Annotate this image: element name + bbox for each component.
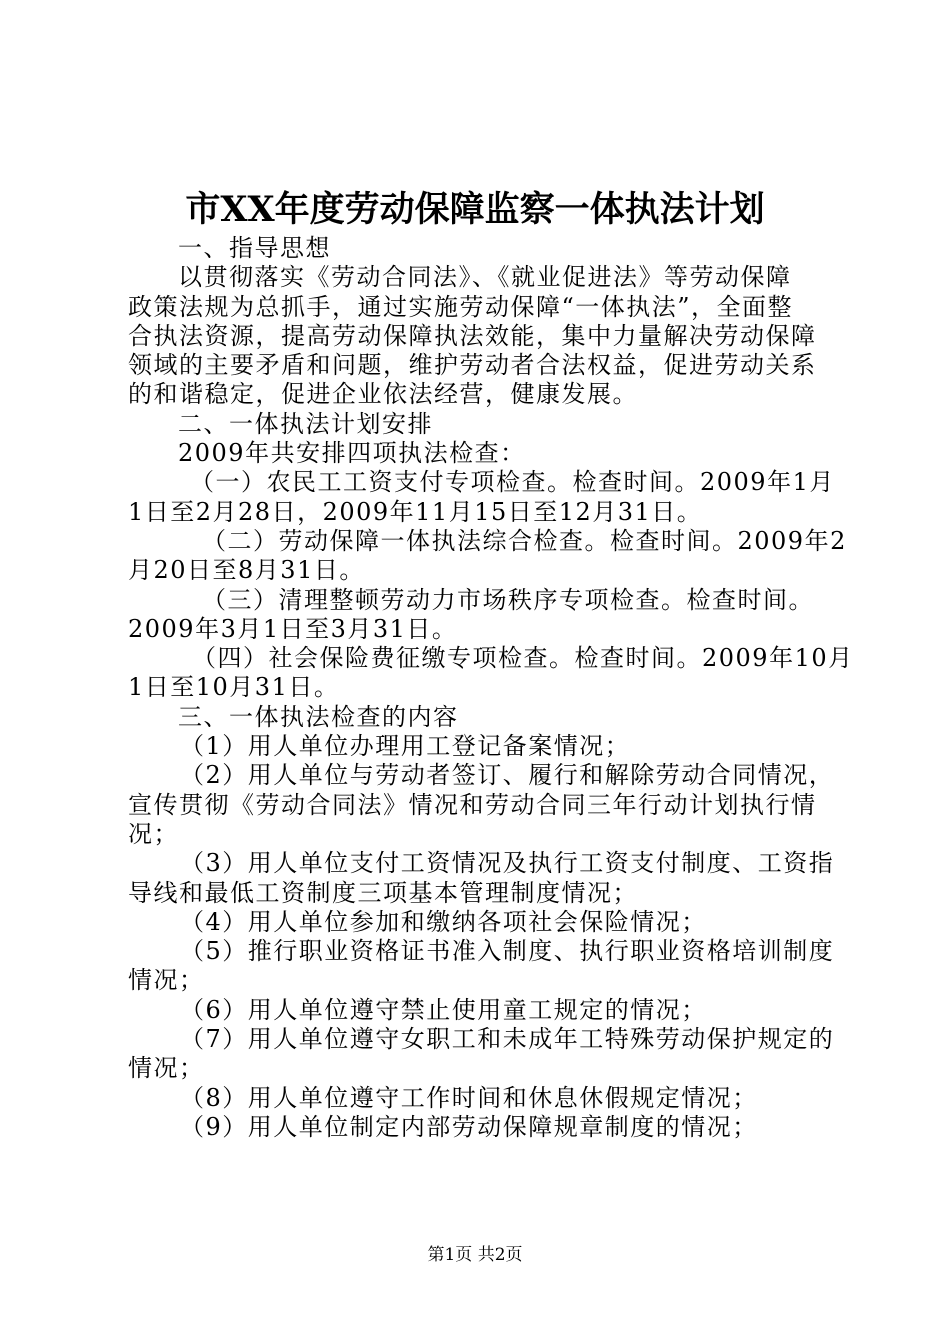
paragraph-line: （四）社会保险费征缴专项检查。检查时间。2009年10月 [192, 644, 854, 673]
list-item: （4）用人单位参加和缴纳各项社会保险情况； [180, 907, 707, 936]
list-item: （9）用人单位制定内部劳动保障规章制度的情况； [180, 1112, 758, 1141]
paragraph-line: 1日至10月31日。 [128, 673, 340, 702]
paragraph-line: （一）农民工工资支付专项检查。检查时间。2009年1月 [190, 468, 835, 497]
paragraph-line: 2009年共安排四项执法检查： [178, 439, 526, 468]
list-item: （5）推行职业资格证书准入制度、执行职业资格培训制度 [180, 937, 835, 966]
paragraph-line: 情况； [128, 1054, 205, 1083]
list-item: （2）用人单位与劳动者签订、履行和解除劳动合同情况， [180, 761, 835, 790]
paragraph-line: 导线和最低工资制度三项基本管理制度情况； [128, 878, 638, 907]
section-heading: 二、一体执法计划安排 [178, 409, 433, 438]
paragraph-line: 况； [128, 819, 179, 848]
paragraph-line: 的和谐稳定，促进企业依法经营，健康发展。 [128, 380, 638, 409]
list-item: （3）用人单位支付工资情况及执行工资支付制度、工资指 [180, 849, 835, 878]
document-body [128, 234, 854, 1142]
list-item: （7）用人单位遵守女职工和未成年工特殊劳动保护规定的 [180, 1025, 835, 1054]
section-heading: 一、指导思想 [178, 234, 331, 262]
paragraph-line: 宣传贯彻《劳动合同法》情况和劳动合同三年行动计划执行情 [128, 790, 817, 819]
page-footer: 第1页 共2页 [427, 1245, 523, 1265]
paragraph-line: （三）清理整顿劳动力市场秩序专项检查。检查时间。 [202, 585, 814, 614]
list-item: （6）用人单位遵守禁止使用童工规定的情况； [180, 995, 707, 1024]
paragraph-line: 1日至2月28日，2009年11月15日至12月31日。 [128, 497, 703, 526]
list-item: （1）用人单位办理用工登记备案情况； [180, 732, 631, 761]
paragraph-line: 2009年3月1日至3月31日。 [128, 614, 458, 643]
document-title: 市XX年度劳动保障监察一体执法计划 [185, 189, 765, 230]
paragraph-line: 情况； [128, 966, 205, 995]
paragraph-line: 月20日至8月31日。 [128, 556, 365, 585]
paragraph-line: 合执法资源，提高劳动保障执法效能，集中力量解决劳动保障 [128, 321, 817, 350]
paragraph-line: 政策法规为总抓手，通过实施劳动保障“一体执法”，全面整 [128, 292, 794, 321]
paragraph-line: （二）劳动保障一体执法综合检查。检查时间。2009年2 [202, 526, 847, 555]
paragraph-line: 以贯彻落实《劳动合同法》、《就业促进法》等劳动保障 [178, 263, 792, 292]
list-item: （8）用人单位遵守工作时间和休息休假规定情况； [180, 1083, 758, 1112]
section-heading: 三、一体执法检查的内容 [178, 702, 459, 731]
paragraph-line: 领域的主要矛盾和问题，维护劳动者合法权益，促进劳动关系 [128, 351, 817, 380]
